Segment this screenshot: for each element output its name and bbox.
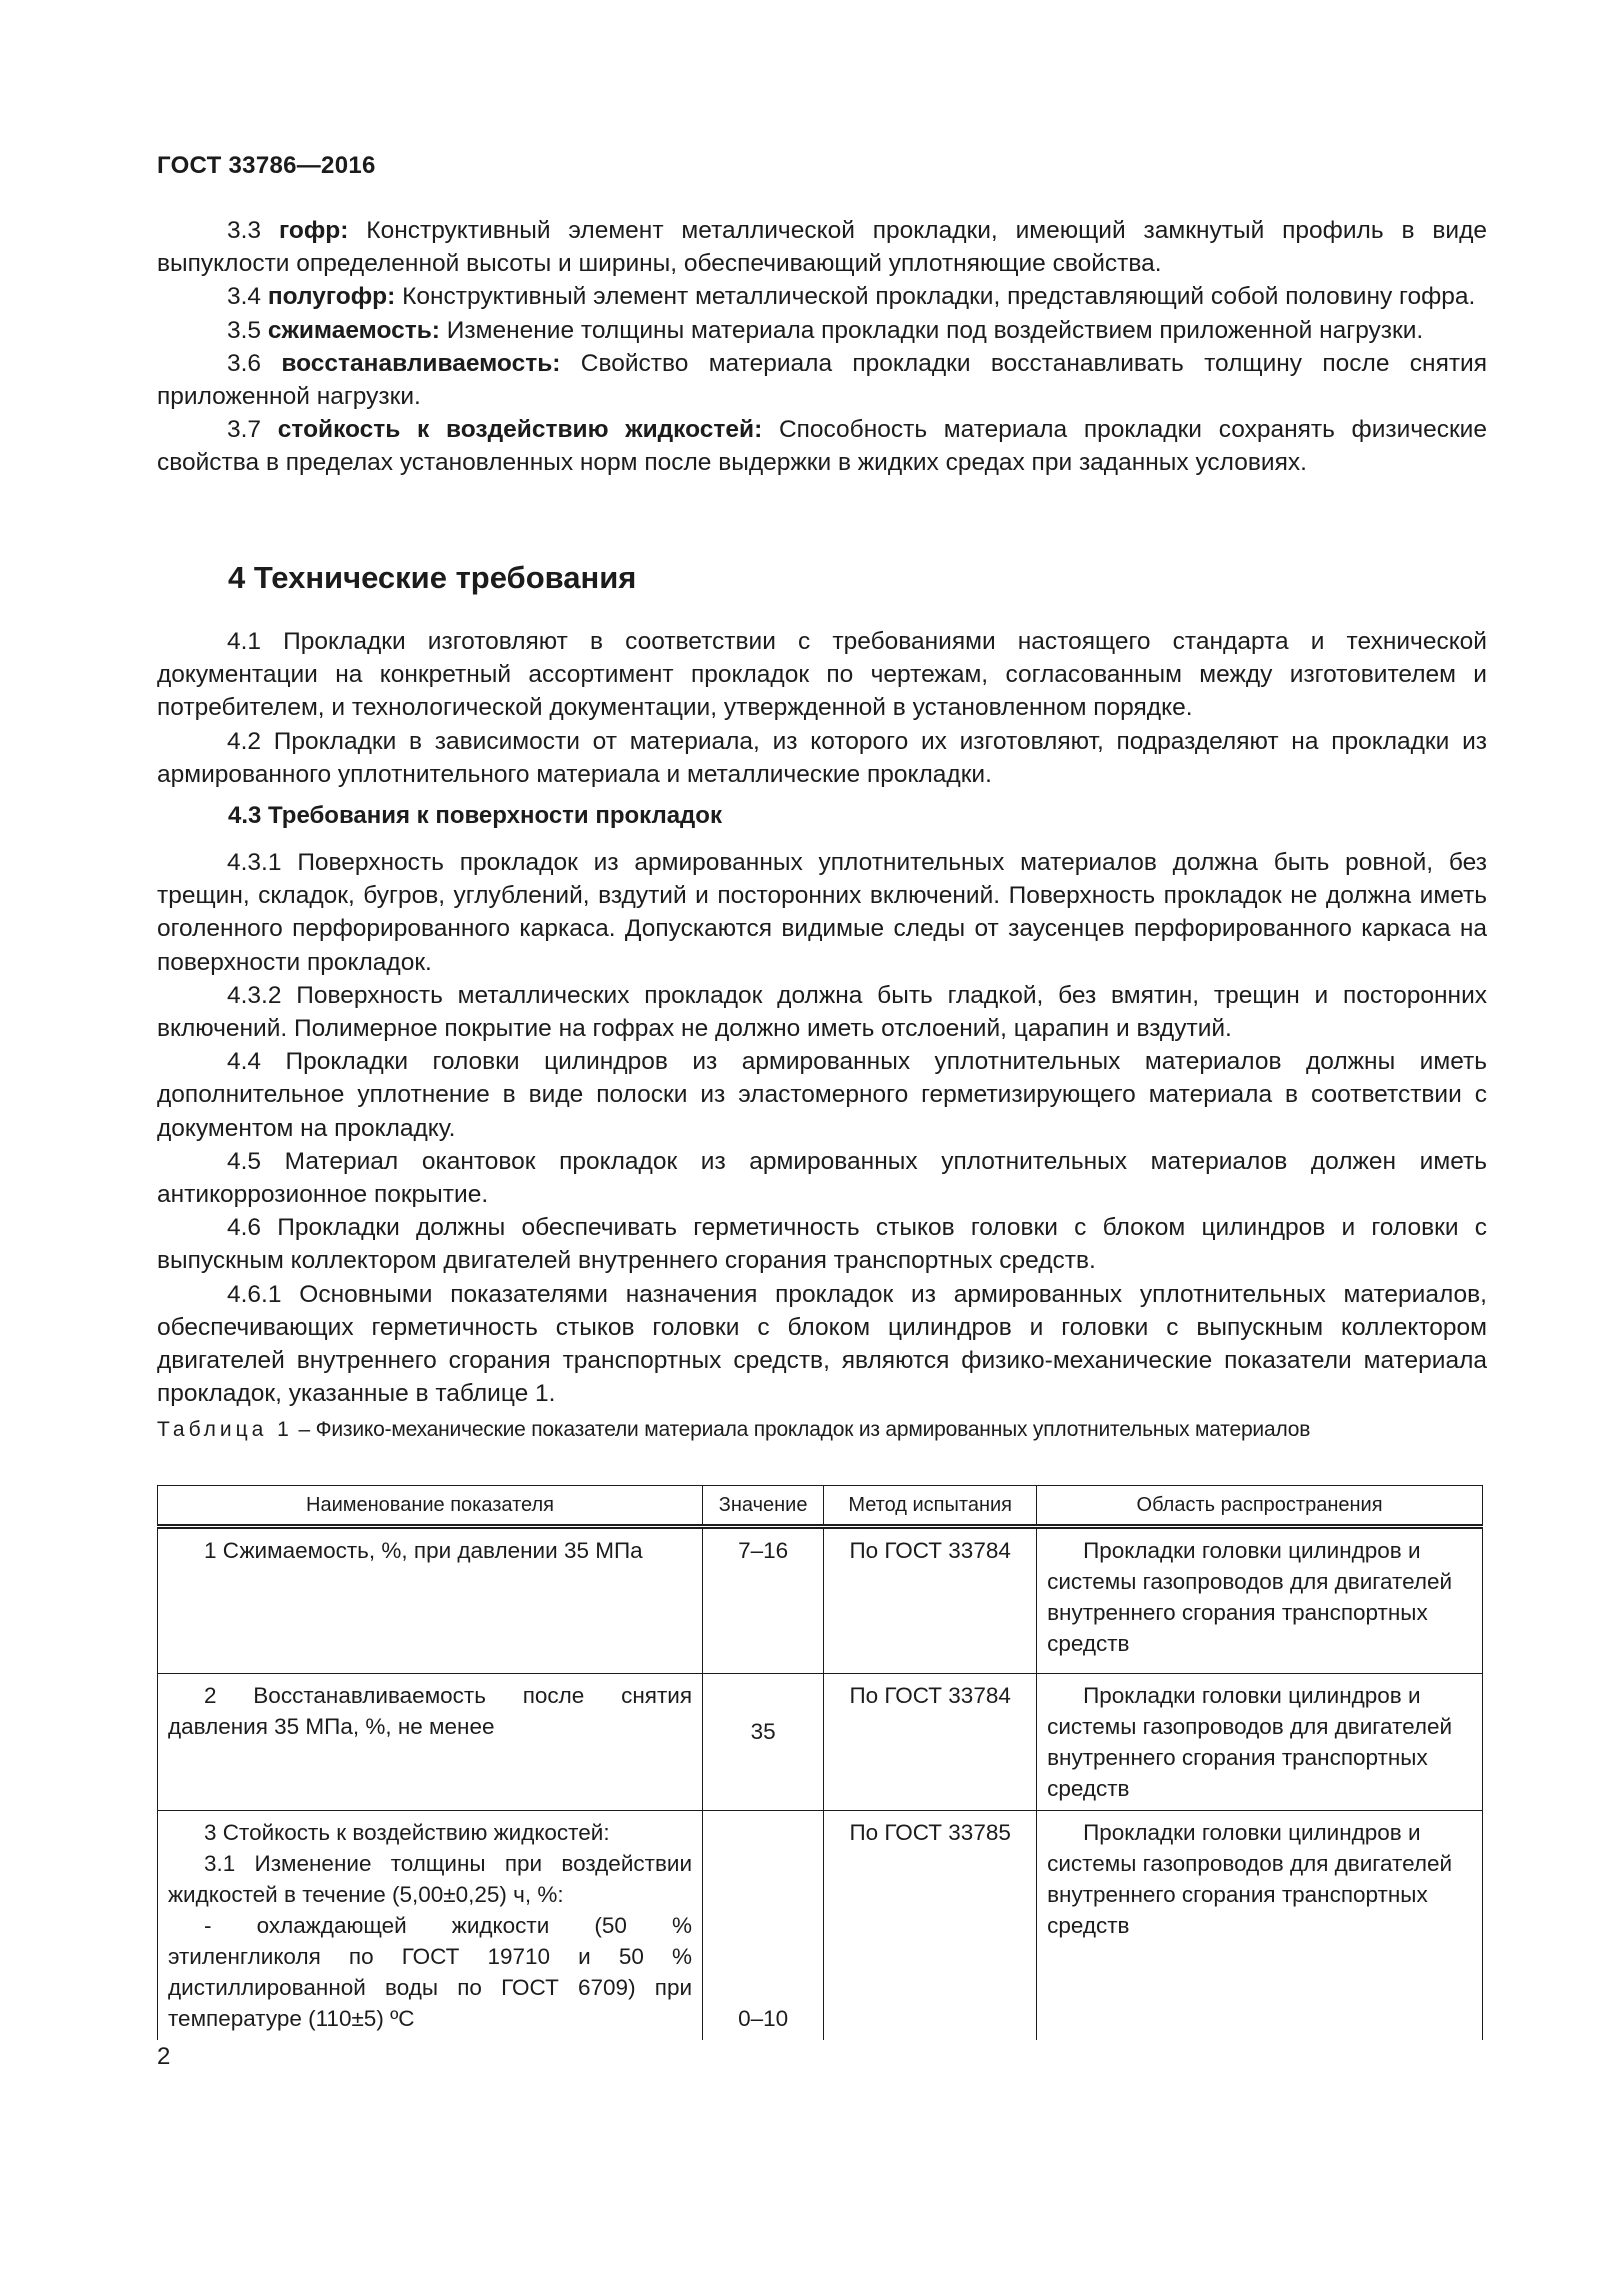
definition-3-4: 3.4 полугофр: Конструктивный элемент металлической прокладки, представляющий собой половину гофра. xyxy=(227,283,1476,311)
paragraph-4-6: 4.6 Прокладки должны обеспечивать герметичность стыков головки с блоком цилиндров и головки с выпускным коллектором двигателей внутреннего сгорания транспортных средств. xyxy=(157,1214,1487,1275)
paragraph-4-2: 4.2 Прокладки в зависимости от материала, из которого их изготовляют, подразделяют на прокладки из армированного уплотнительного материала и металлические прокладки. xyxy=(157,727,1487,788)
table-cell-method: По ГОСТ 33784 xyxy=(824,1527,1037,1674)
paragraph-4-3-2: 4.3.2 Поверхность металлических прокладок должна быть гладкой, без вмятин, трещин и посторонних включений. Полимерное покрытие на гофрах не должно иметь отслоений, царапин и вздутий. xyxy=(157,981,1487,1043)
section-4-intro xyxy=(157,625,1487,791)
document-header: ГОСТ 33786—2016 xyxy=(157,152,376,179)
definitions-block xyxy=(157,214,1487,480)
table-cell-name: 3 Стойкость к воздействию жидкостей: 3.1 Изменение толщины при воздействии жидкостей в течение (5,00±0,25) ч, %: - охлаждающей жидкости (50 % этиленгликоля по ГОСТ 19710 и 50 % дистиллированной воды по ГОСТ 6709) при температуре (110±5) ºС xyxy=(158,1811,703,2041)
paragraph-4-3-1: 4.3.1 Поверхность прокладок из армированных уплотнительных материалов должна быть ровной, без трещин, складок, бугров, углублений, вздутий и посторонних включений. Поверхность прокладок не должна иметь оголенного перфорированного каркаса. Допускаются видимые следы от заусенцев перфорированного каркаса на поверхности прокладок. xyxy=(157,849,1487,976)
column-header-scope: Область распространения xyxy=(1037,1486,1483,1527)
table-cell-name: 1 Сжимаемость, %, при давлении 35 МПа xyxy=(158,1527,703,1674)
table-row xyxy=(158,1527,1483,1674)
definition-3-7: 3.7 стойкость к воздействию жидкостей: Способность материала прокладки сохранять физические свойства в пределах установленных норм после выдержки в жидких средах при заданных условиях. xyxy=(157,416,1487,477)
table-cell-value: 0–10 xyxy=(703,1811,824,2041)
table-header-row xyxy=(158,1486,1483,1527)
page-number: 2 xyxy=(157,2043,171,2070)
column-header-value: Значение xyxy=(703,1486,824,1527)
paragraph-4-6-1: 4.6.1 Основными показателями назначения прокладок из армированных уплотнительных материалов, обеспечивающих герметичность стыков головки с блоком цилиндров и головки с выпускным коллектором двигателей внутреннего сгорания транспортных средств, являются физико-механические показатели материала прокладок, указанные в таблице 1. xyxy=(157,1280,1487,1408)
table-cell-value: 35 xyxy=(703,1674,824,1811)
table-cell-method: По ГОСТ 33784 xyxy=(824,1674,1037,1811)
paragraph-4-5: 4.5 Материал окантовок прокладок из армированных уплотнительных материалов должен иметь антикоррозионное покрытие. xyxy=(157,1147,1487,1209)
section-4-body xyxy=(157,846,1487,1410)
table-cell-scope: Прокладки головки цилиндров и системы газопроводов для двигателей внутреннего сгорания транспортных средств xyxy=(1037,1527,1483,1674)
table-1-caption-label: Таблица 1 xyxy=(157,1418,293,1441)
paragraph-4-1: 4.1 Прокладки изготовляют в соответствии с требованиями настоящего стандарта и технической документации на конкретный ассортимент прокладок по чертежам, согласованным между изготовителем и потребителем, и технологической документации, утвержденной в установленном порядке. xyxy=(157,628,1487,722)
column-header-method: Метод испытания xyxy=(824,1486,1037,1527)
column-header-name: Наименование показателя xyxy=(158,1486,703,1527)
table-1-caption xyxy=(157,1418,1310,1442)
table-1 xyxy=(157,1485,1483,2040)
definition-3-3: 3.3 гофр: Конструктивный элемент металлической прокладки, имеющий замкнутый профиль в виде выпуклости определенной высоты и ширины, обеспечивающий уплотняющие свойства. xyxy=(157,217,1488,278)
definition-3-6: 3.6 восстанавливаемость: Свойство материала прокладки восстанавливать толщину после снятия приложенной нагрузки. xyxy=(157,349,1488,411)
definition-3-5: 3.5 сжимаемость: Изменение толщины материала прокладки под воздействием приложенной нагрузки. xyxy=(227,316,1424,344)
table-cell-method: По ГОСТ 33785 xyxy=(824,1811,1037,2041)
subsection-4-3-title: 4.3 Требования к поверхности прокладок xyxy=(228,802,722,829)
table-cell-scope: Прокладки головки цилиндров и системы газопроводов для двигателей внутреннего сгорания транспортных средств xyxy=(1037,1811,1483,2041)
table-cell-scope: Прокладки головки цилиндров и системы газопроводов для двигателей внутреннего сгорания транспортных средств xyxy=(1037,1674,1483,1811)
paragraph-4-4: 4.4 Прокладки головки цилиндров из армированных уплотнительных материалов должны иметь дополнительное уплотнение в виде полоски из эластомерного герметизирующего материала в соответствии с документом на прокладку. xyxy=(157,1048,1487,1142)
table-row xyxy=(158,1674,1483,1811)
table-row xyxy=(158,1811,1483,2041)
table-1-caption-text: – Физико-механические показатели материала прокладок из армированных уплотнительных материалов xyxy=(298,1418,1311,1441)
table-cell-value: 7–16 xyxy=(703,1527,824,1674)
table-cell-name: 2 Восстанавливаемость после снятия давления 35 МПа, %, не менее xyxy=(158,1674,703,1811)
section-4-title: 4 Технические требования xyxy=(228,560,637,595)
